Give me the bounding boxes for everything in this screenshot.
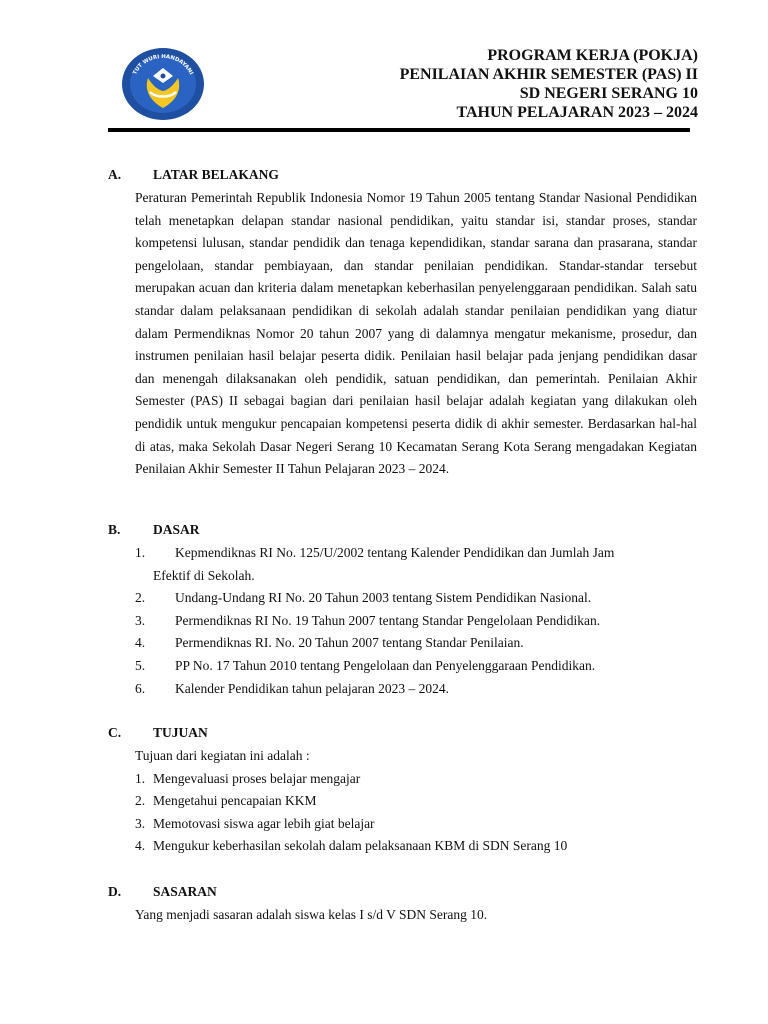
list-item: 6. Kalender Pendidikan tahun pelajaran 2023 – 2024. [135,680,450,696]
list-item: 5. PP No. 17 Tahun 2010 tentang Pengelolaan dan Penyelenggaraan Pendidikan. [135,657,596,673]
section-heading [108,520,698,540]
section-title: DASAR [153,522,200,537]
list-item: 1. Mengevaluasi proses belajar mengajar [135,770,361,786]
section-tujuan [108,723,698,858]
sasaran-text: Yang menjadi sasaran adalah siswa kelas I s/d V SDN Serang 10. [135,907,488,922]
tut-wuri-handayani-logo [120,46,206,122]
section-letter: D. [108,884,122,899]
list-item: 2. Mengetahui pencapaian KKM [135,793,317,809]
list-item: 1. Kepmendiknas RI No. 125/U/2002 tentang Kalender Pendidikan dan Jumlah Jam [135,545,615,560]
section-heading [108,165,698,185]
list-item: 3. Memotovasi siswa agar lebih giat belajar [135,815,375,831]
dasar-list [135,542,697,700]
header-line-assessment: PENILAIAN AKHIR SEMESTER (PAS) II [399,66,698,83]
header-line-school: SD NEGERI SERANG 10 [519,85,698,102]
header-line-program: PROGRAM KERJA (POKJA) [487,47,698,64]
header-divider [108,128,690,132]
section-letter: B. [108,522,121,537]
section-dasar [108,520,698,700]
section-latar-belakang [108,165,698,481]
list-item: 2. Undang-Undang RI No. 20 Tahun 2003 tentang Sistem Pendidikan Nasional. [135,590,592,606]
logo-motto: TUT WURI HANDAYANI [132,53,194,76]
section-title: SASARAN [153,884,217,899]
header-line-year: TAHUN PELAJARAN 2023 – 2024 [456,104,698,121]
list-item-continuation: Efektif di Sekolah. [153,567,255,583]
section-paragraph: Peraturan Pemerintah Republik Indonesia Nomor 19 Tahun 2005 tentang Standar Nasional Pendidikan telah menetapkan delapan standar nasional pendidikan, yaitu standar isi, standar proses, standar kompetensi lulusan, standar pendidik dan tenaga kependidikan, standar sarana dan prasarana, standar pengelolaan, standar pembiayaan, dan standar penilaian pendidikan. Standar-standar tersebut merupakan acuan dan kriteria dalam menetapkan keberhasilan penyelenggaraan pendidikan. Salah satu standar dalam pelaksanaan pendidikan di sekolah adalah standar penilaian pendidikan yang diatur dalam Permendiknas Nomor 20 tahun 2007 yang di dalamnya mengatur mekanisme, prosedur, dan instrumen penilaian hasil belajar peserta didik. Penilaian hasil belajar pada jenjang pendidikan dasar dan menengah dilaksanakan oleh pendidik, satuan pendidikan, dan pemerintah. Penilaian Akhir Semester (PAS) II sebagai bagian dari penilaian hasil belajar adalah kegiatan yang dilakukan oleh pendidik untuk mengukur pencapaian kompetensi peserta didik di akhir semester. Berdasarkan hal-hal di atas, maka Sekolah Dasar Negeri Serang 10 Kecamatan Serang Kota Serang mengadakan Kegiatan Penilaian Akhir Semester II Tahun Pelajaran 2023 – 2024. [135,190,697,477]
section-heading [108,723,698,743]
section-heading [108,882,698,902]
tujuan-intro: Tujuan dari kegiatan ini adalah : [135,748,310,763]
tujuan-list [135,768,697,858]
list-item: 4. Mengukur keberhasilan sekolah dalam pelaksanaan KBM di SDN Serang 10 [135,838,568,854]
document-header [400,46,698,122]
section-letter: C. [108,725,122,740]
section-letter: A. [108,167,122,182]
section-sasaran [108,882,698,927]
list-item: 4. Permendiknas RI. No. 20 Tahun 2007 tentang Standar Penilaian. [135,635,524,651]
list-item: 3. Permendiknas RI No. 19 Tahun 2007 tentang Standar Pengelolaan Pendidikan. [135,612,601,628]
section-title: LATAR BELAKANG [153,167,279,182]
section-title: TUJUAN [153,725,208,740]
